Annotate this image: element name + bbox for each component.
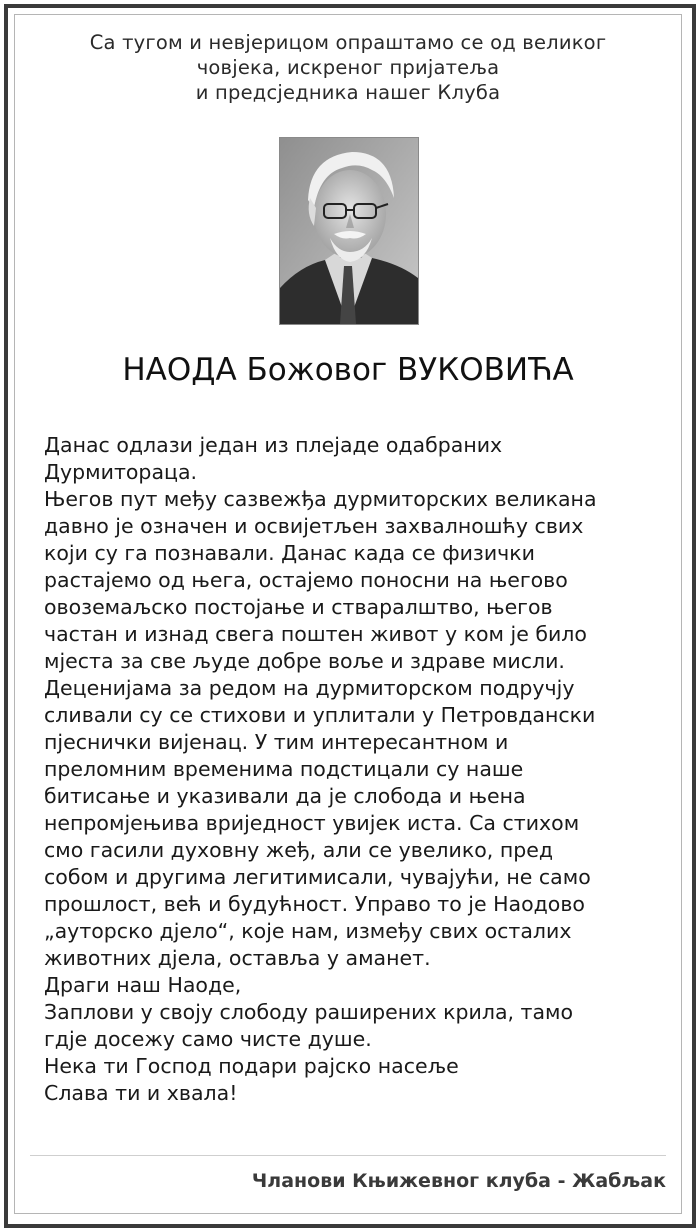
text-line: Данас одлази један из плејаде одабраних xyxy=(44,433,503,457)
text-line: частан и изнад свега поштен живот у ком је било xyxy=(44,622,587,646)
portrait-photo xyxy=(279,137,419,325)
text-line: сливали су се стихови и уплитали у Петровдански xyxy=(44,703,596,727)
text-line: животних дјела, оставља у аманет. xyxy=(44,946,431,970)
intro-line: Са тугом и невјерицом опраштамо се од великог xyxy=(89,31,607,54)
text-line: овоземаљско постојање и стваралштво, његов xyxy=(44,595,553,619)
text-line: Дурмитораца. xyxy=(44,460,198,484)
text-line: Слава ти и хвала! xyxy=(44,1081,238,1105)
portrait-image xyxy=(280,138,418,324)
intro-line: човјека, искреног пријатеља xyxy=(196,56,500,79)
signature: Чланови Књижевног клуба - Жабљак xyxy=(251,1170,666,1192)
intro-line: и предсједника нашег Клуба xyxy=(195,81,501,104)
text-line: прошлост, већ и будућност. Управо то је Наодово xyxy=(44,892,585,916)
text-line: растајемо од њега, остајемо поносни на његово xyxy=(44,568,568,592)
text-line: непромјењива вриједност увијек иста. Са стихом xyxy=(44,811,580,835)
text-line: гдје досежу само чисте душе. xyxy=(44,1027,372,1051)
text-line: преломним временима подстицали су наше xyxy=(44,757,524,781)
text-line: битисање и указивали да је слобода и њена xyxy=(44,784,526,808)
text-line: који су га познавали. Данас када се физички xyxy=(44,541,535,565)
text-line: мјеста за све људе добре воље и здраве мисли. xyxy=(44,649,565,673)
obituary-text xyxy=(44,432,684,1107)
deceased-name: НАОДА Божовог ВУКОВИЋА xyxy=(122,352,574,388)
text-line: Деценијама за редом на дурмиторском подручју xyxy=(44,676,575,700)
text-line: Његов пут међу сазвежђа дурмиторских великана xyxy=(44,487,597,511)
text-line: собом и другима легитимисали, чувајући, не само xyxy=(44,865,591,889)
text-line: давно је означен и освијетљен захвалношћу свих xyxy=(44,514,584,538)
text-line: Драги наш Наоде, xyxy=(44,973,242,997)
text-line: Заплови у своју слободу раширених крила, тамо xyxy=(44,1000,574,1024)
text-line: смо гасили духовну жеђ, али се увелико, пред xyxy=(44,838,554,862)
divider xyxy=(30,1155,666,1156)
text-line: „ауторско дјело“, које нам, између свих осталих xyxy=(44,919,572,943)
text-line: пјеснички вијенац. У тим интересантном и xyxy=(44,730,509,754)
intro-text xyxy=(30,30,666,105)
text-line: Нека ти Господ подари рајско насеље xyxy=(44,1054,459,1078)
